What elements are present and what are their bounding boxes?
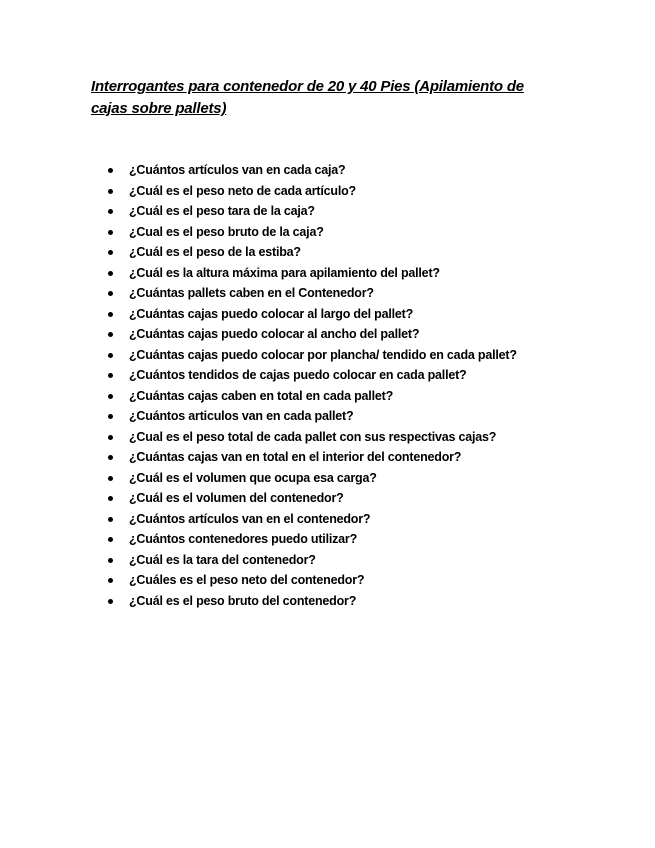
question-text: ¿Cuál es el peso tara de la caja? [129, 204, 315, 218]
question-text: ¿Cuál es el volumen del contenedor? [129, 491, 344, 505]
bullet-icon [108, 537, 113, 542]
question-text: ¿Cuántos artículos van en cada caja? [129, 163, 346, 177]
question-text: ¿Cual es el peso bruto de la caja? [129, 224, 324, 239]
bullet-icon [108, 578, 113, 583]
bullet-icon [108, 168, 113, 173]
bullet-icon [108, 476, 113, 481]
question-text: ¿Cuántas cajas caben en total en cada pallet? [129, 388, 394, 403]
bullet-icon [108, 373, 113, 378]
bullet-icon [108, 435, 113, 440]
question-text: ¿Cuántas cajas puedo colocar al ancho del pallet? [129, 327, 420, 341]
bullet-icon [108, 312, 113, 317]
question-text: ¿Cuántas pallets caben en el Contenedor? [129, 286, 374, 300]
question-text: ¿Cuál es el peso bruto del contenedor? [129, 593, 357, 608]
bullet-icon [108, 230, 113, 235]
bullet-icon [108, 455, 113, 460]
question-text: ¿Cuál es la altura máxima para apilamiento del pallet? [129, 265, 440, 280]
bullet-icon [108, 353, 113, 358]
question-text: ¿Cual es el peso total de cada pallet con sus respectivas cajas? [129, 429, 497, 444]
bullet-icon [108, 271, 113, 276]
bullet-icon [108, 517, 113, 522]
bullet-icon [108, 189, 113, 194]
bullet-icon [108, 209, 113, 214]
question-text: ¿Cuántos tendidos de cajas puedo colocar en cada pallet? [129, 368, 467, 382]
question-text: ¿Cuántos articulos van en cada pallet? [129, 409, 354, 423]
bullet-icon [108, 250, 113, 255]
bullet-icon [108, 291, 113, 296]
question-text: ¿Cuál es el peso neto de cada artículo? [129, 183, 356, 198]
question-text: ¿Cuántos contenedores puedo utilizar? [129, 532, 358, 546]
bullet-icon [108, 414, 113, 419]
question-text: ¿Cuál es el peso de la estiba? [129, 245, 301, 259]
bullet-icon [108, 394, 113, 399]
question-text: ¿Cuáles es el peso neto del contenedor? [129, 573, 365, 587]
question-text: ¿Cuántas cajas puedo colocar por plancha/ tendido en cada pallet? [129, 347, 517, 362]
question-text: ¿Cuántos artículos van en el contenedor? [129, 511, 371, 526]
question-text: ¿Cuántas cajas puedo colocar al largo del pallet? [129, 306, 414, 321]
question-text: ¿Cuál es la tara del contenedor? [129, 552, 316, 567]
question-text: ¿Cuál es el volumen que ocupa esa carga? [129, 470, 377, 485]
document-title: Interrogantes para contenedor de 20 y 40 Pies (Apilamiento de cajas sobre pallets) [91, 78, 524, 117]
question-text: ¿Cuántas cajas van en total en el interior del contenedor? [129, 450, 462, 464]
bullet-icon [108, 332, 113, 337]
bullet-icon [108, 599, 113, 604]
bullet-icon [108, 558, 113, 563]
bullet-icon [108, 496, 113, 501]
